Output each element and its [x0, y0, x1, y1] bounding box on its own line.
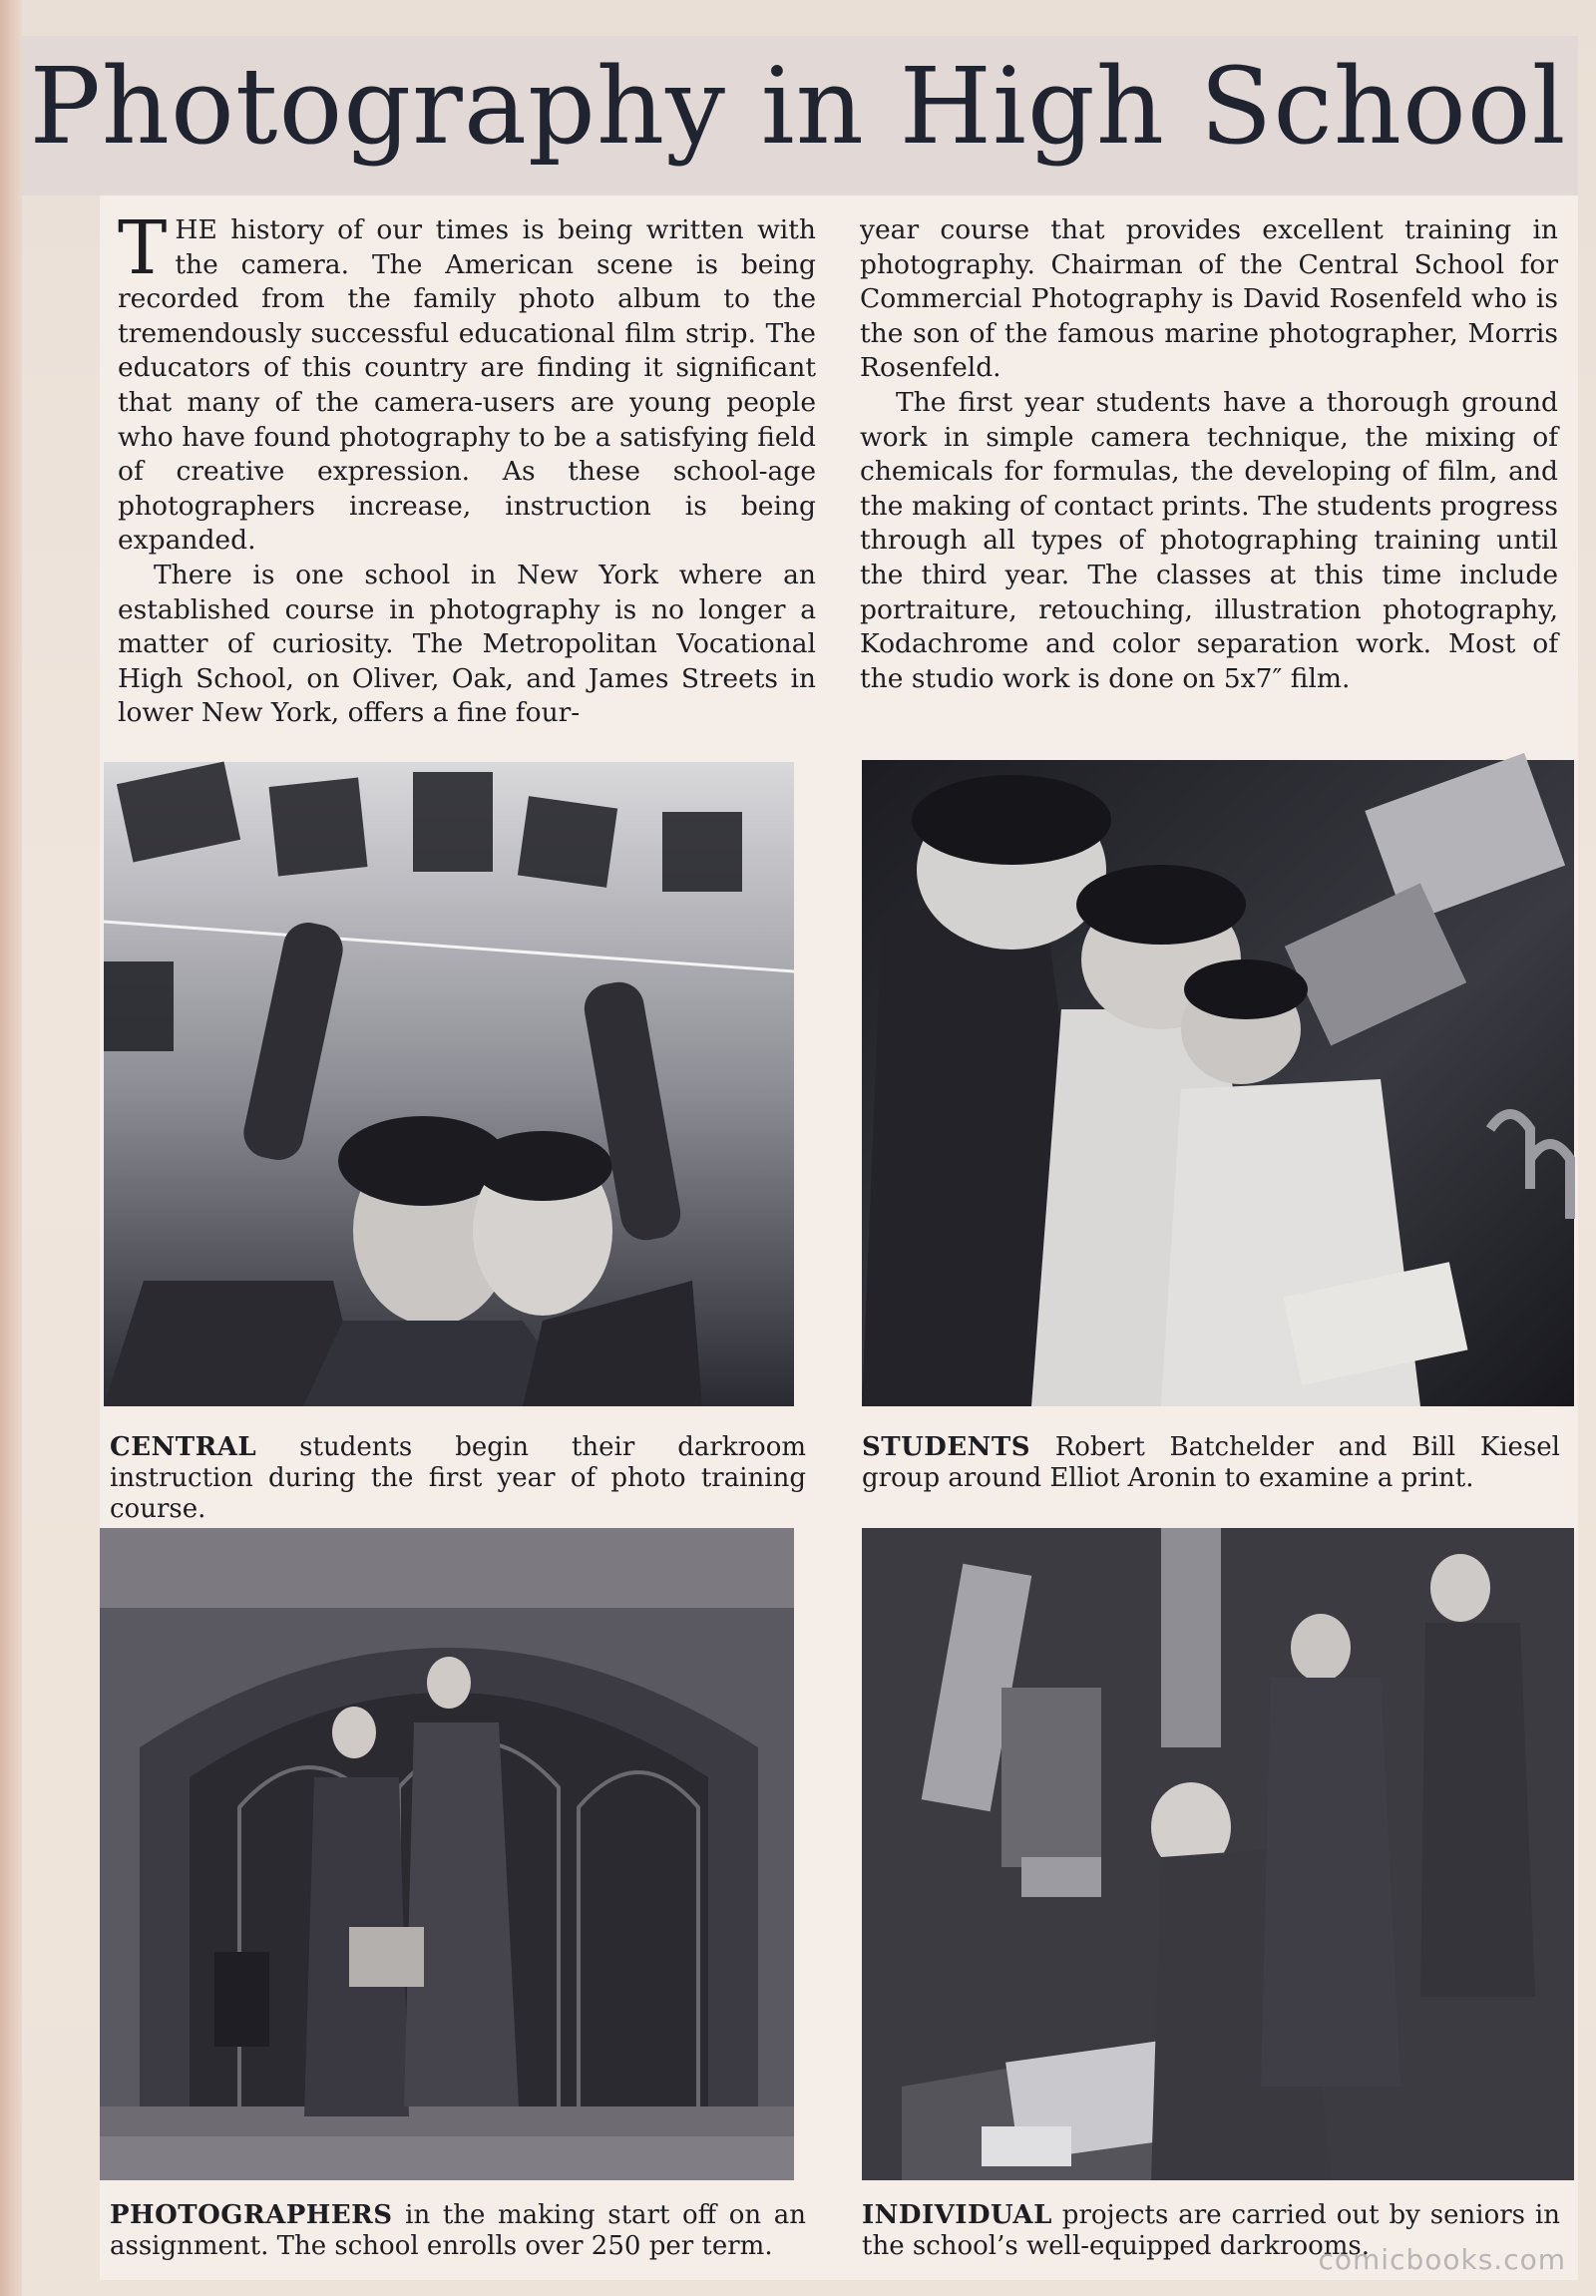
photo-caption — [110, 1432, 806, 1524]
photo-caption — [862, 1432, 1560, 1496]
page-title: Photography in High School — [29, 45, 1567, 168]
photo-students-examine-print — [862, 760, 1574, 1406]
caption-text: students begin their darkroom instruction during the first year of photo training course. — [110, 1432, 806, 1524]
caption-lead: PHOTOGRAPHERS — [110, 2200, 393, 2230]
photo-illustration — [862, 760, 1574, 1406]
article-paragraph — [118, 205, 816, 559]
watermark: comicbooks.com — [1318, 2243, 1566, 2276]
caption-text: Robert Batchelder and Bill Kiesel group around Elliot Aronin to examine a print. — [862, 1432, 1560, 1493]
paragraph-text: HE history of our times is being written with the camera. The American scene is being recorded from the family photo album to the tremendously successful educational film strip. The educators of this country are finding it significant that many of the camera-users are young people who have found photography to be a satisfying field of creative expression. As these school-age photographers increase, instruction is being expanded. — [118, 214, 816, 557]
caption-text: projects are carried out by seniors in the school’s well-equipped darkrooms. — [862, 2200, 1560, 2261]
caption-lead: INDIVIDUAL — [862, 2200, 1052, 2230]
article-column-2 — [860, 213, 1558, 740]
photo-illustration — [104, 762, 794, 1406]
article-paragraph: year course that provides excellent training in photography. Chairman of the Central School for Commercial Photography is David Rosenfeld who is the son of the famous marine photographer, Morris Rosenfeld. — [860, 214, 1558, 384]
page-edge — [0, 0, 22, 2296]
article-paragraph: There is one school in New York where an established course in photography is no longer a matter of curiosity. The Metropolitan Vocational High School, on Oliver, Oak, and James Streets in lower New York, offers a fine four- — [118, 559, 816, 729]
photo-photographers-assignment — [100, 1528, 794, 2180]
caption-text: in the making start off on an assignment. The school enrolls over 250 per term. — [110, 2200, 806, 2261]
photo-illustration — [862, 1528, 1574, 2180]
caption-lead: CENTRAL — [110, 1432, 257, 1462]
article-paragraph: The first year students have a thorough ground work in simple camera technique, the mixing of chemicals for formulas, the developing of film, and the making of contact prints. The students progress through all types of photographing training until the third year. The classes at this time include portraiture, retouching, illustration photography, Kodachrome and color separation work. Most of the studio work is done on 5x7″ film. — [860, 386, 1558, 694]
caption-lead: STUDENTS — [862, 1432, 1031, 1462]
article-column-1 — [118, 205, 816, 740]
photo-caption — [110, 2200, 806, 2264]
photo-darkroom-students — [104, 762, 794, 1406]
drop-cap: T — [118, 205, 168, 291]
photo-illustration — [100, 1528, 794, 2180]
photo-individual-projects — [862, 1528, 1574, 2180]
